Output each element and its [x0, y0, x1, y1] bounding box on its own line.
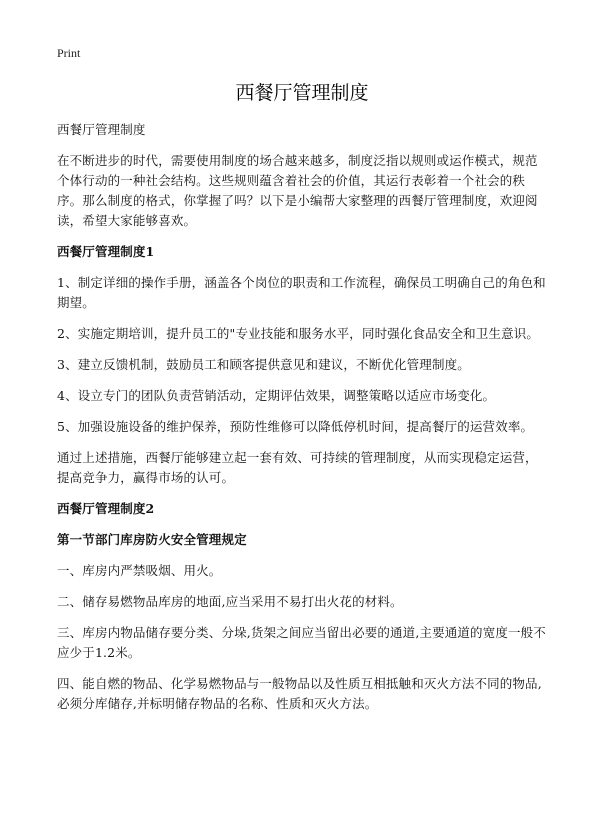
list-item: 5、加强设施设备的维护保养，预防性维修可以降低停机时间，提高餐厅的运营效率。 [57, 419, 534, 434]
list-item: 4、设立专门的团队负责营销活动，定期评估效果，调整策略以适应市场变化。 [57, 388, 496, 403]
list-item: 2、实施定期培训，提升员工的"专业技能和服务水平，同时强化食品安全和卫生意识。 [57, 326, 540, 341]
list-item: 二、储存易燃物品库房的地面,应当采用不易打出火花的材料。 [57, 594, 403, 609]
list-item: 三、库房内物品储存要分类、分垛,货架之间应当留出必要的通道,主要通道的宽度一般不应少于1.2米。 [57, 625, 546, 660]
print-link[interactable]: Print [57, 46, 81, 60]
document-body [57, 80, 547, 725]
list-item: 一、库房内严禁吸烟、用火。 [57, 563, 222, 578]
document-title: 西餐厅管理制度 [235, 82, 369, 104]
section-subheading: 第一节部门库房防火安全管理规定 [57, 532, 247, 547]
list-item: 3、建立反馈机制，鼓励员工和顾客提供意见和建议，不断优化管理制度。 [57, 357, 470, 372]
conclusion-paragraph: 通过上述措施，西餐厅能够建立起一套有效、可持续的管理制度，从而实现稳定运营，提高竞争力，赢得市场的认可。 [57, 450, 538, 485]
intro-paragraph: 在不断进步的时代，需要使用制度的场合越来越多，制度泛指以规则或运作模式，规范个体行动的一种社会结构。这些规则蕴含着社会的价值，其运行表彰着一个社会的秩序。那么制度的格式，你掌握了吗？以下是小编帮大家整理的西餐厅管理制度，欢迎阅读，希望大家能够喜欢。 [57, 153, 538, 228]
list-item: 四、能自燃的物品、化学易燃物品与一般物品以及性质互相抵触和灭火方法不同的物品,必须分库储存,并标明储存物品的名称、性质和灭火方法。 [57, 676, 542, 711]
section-heading-2: 西餐厅管理制度2 [57, 501, 155, 516]
list-item: 1、制定详细的操作手册，涵盖各个岗位的职责和工作流程，确保员工明确自己的角色和期望。 [57, 275, 546, 310]
section-heading-1: 西餐厅管理制度1 [57, 244, 155, 259]
document-subtitle: 西餐厅管理制度 [57, 122, 146, 137]
